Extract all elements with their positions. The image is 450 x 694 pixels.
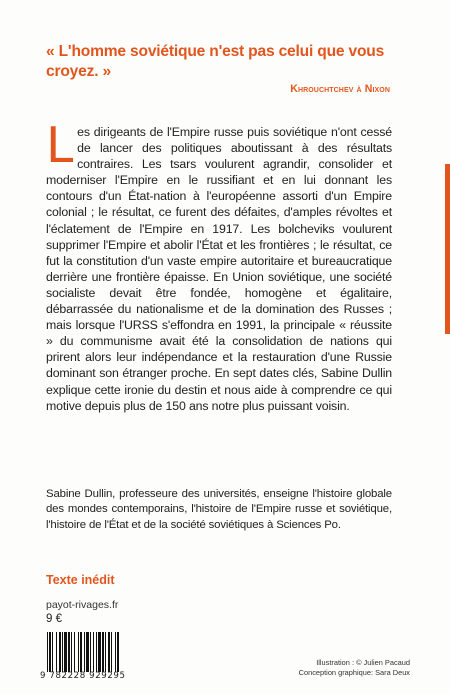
blurb-body: es dirigeants de l'Empire russe puis soviétique n'ont cessé de lancer des politiques aboutissant à des résultats contraires. Les tsars voulurent agrandir, consolider et moderniser l'Empire en le russifiant et en lui donnant les contours d'un État-nation à l'européenne assorti d'un Empire colonial ; le résultat, ce furent des défaites, d'amples révoltes et l'éclatement de l'Empire en 1917. Les bolcheviks voulurent supprimer l'Empire et abolir l'État et les frontières ; le résultat, ce fut la constitution d'un vaste empire autoritaire et bureaucratique derrière une frontière épaisse. En Union soviétique, une société socialiste devait être fondée, homogène et égalitaire, débarrassée du nationalisme et de la domination des Russes ; mais lorsque l'URSS s'effondra en 1991, la principale « réussite » du communisme avait été la consolidation de nations qui prirent alors leur indépendance et la restauration d'une Russie dominant son étranger proche. En sept dates clés, Sabine Dullin explique cette ironie du destin et nous aide à comprendre ce qui motive depuis plus de 150 ans notre plus puissant voisin. [46, 125, 392, 413]
blurb-text [46, 117, 392, 414]
author-bio: Sabine Dullin, professeure des universités, enseigne l'histoire globale des mondes contemporains, l'histoire de l'Empire russe et soviétique, l'histoire de l'État et de la société soviétiques à Sciences Po. [46, 488, 392, 531]
credit-design: Conception graphique: Sara Deux [298, 668, 410, 677]
credit-illustration: Illustration : © Julien Pacaud [316, 658, 410, 667]
barcode-icon [47, 632, 142, 672]
cover-quote: « L'homme soviétique n'est pas celui que vous croyez. » [46, 43, 385, 80]
accent-bar [445, 164, 450, 334]
quote-author: Khrouchtchev à Nixon [290, 83, 390, 95]
isbn-number: 9 782228 929295 [40, 671, 126, 681]
drop-cap: L [46, 117, 74, 174]
publisher-website: payot-rivages.fr [46, 599, 119, 611]
credits [299, 658, 410, 678]
price: 9 € [46, 613, 62, 625]
inedit-label: Texte inédit [46, 573, 115, 587]
